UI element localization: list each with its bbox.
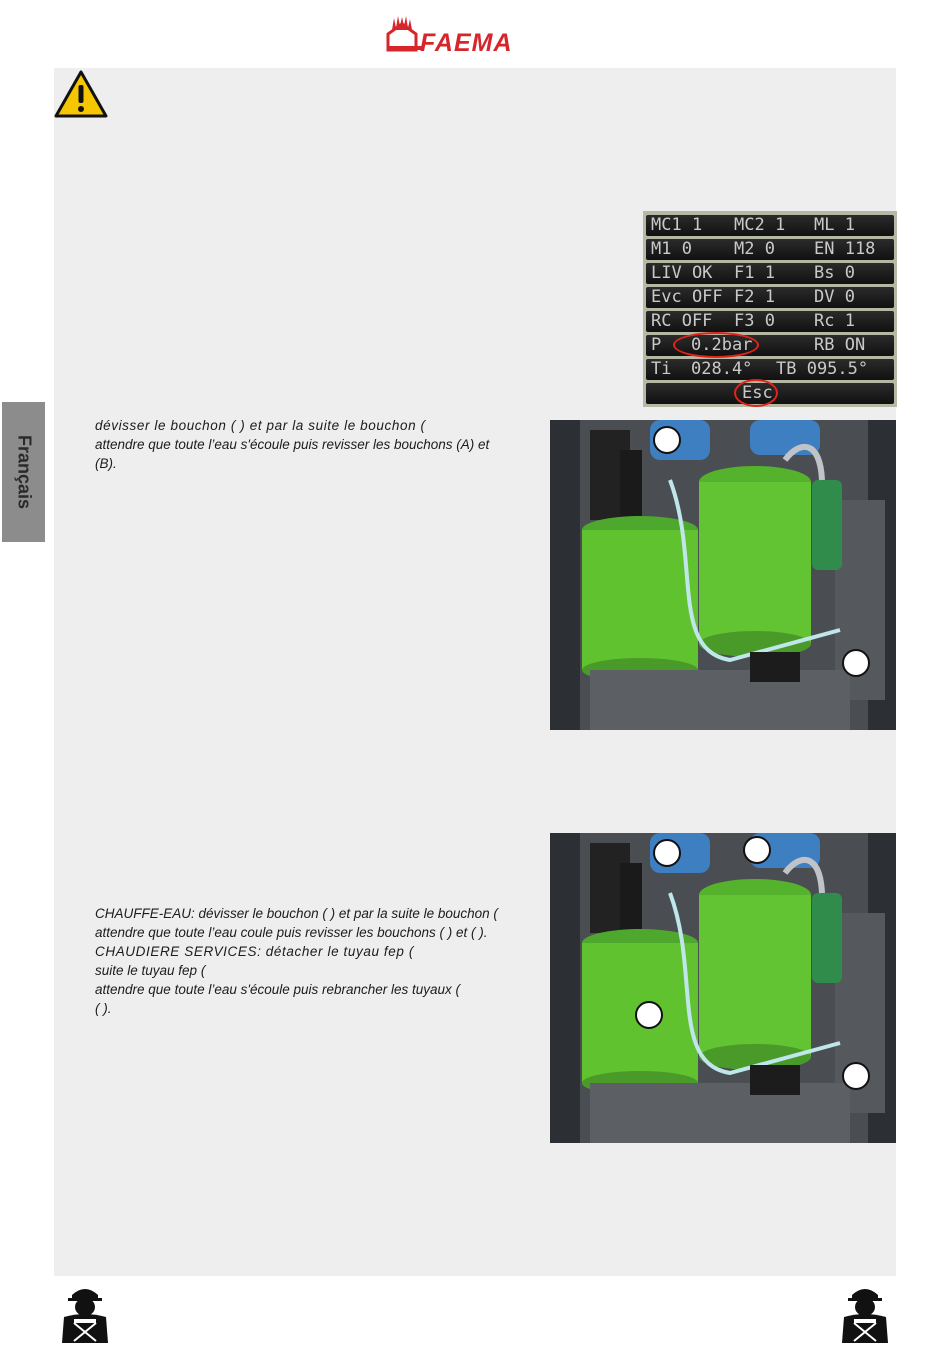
esc-highlight-oval: [734, 379, 778, 407]
brand-name: FAEMA: [420, 29, 513, 57]
lcd-row: [646, 239, 894, 260]
lcd-row: [646, 263, 894, 284]
callout-circle: [843, 1063, 869, 1089]
lcd-cell: MC1 1: [651, 215, 703, 235]
text-line: (B).: [95, 456, 117, 471]
lcd-cell: MC2 1: [734, 215, 786, 235]
lcd-cell: LIV OK: [651, 263, 713, 283]
lcd-cell: M2 0: [734, 239, 775, 259]
lcd-row: [646, 311, 894, 332]
language-tab-label: Français: [14, 434, 34, 510]
text-line: CHAUDIERE SERVICES: détacher le tuyau fep (: [95, 944, 414, 959]
lcd-cell: F3 0: [734, 311, 775, 331]
text-line: dévisser le bouchon ( ) et par la suite le bouchon (: [95, 418, 426, 433]
technician-icon: [834, 1283, 896, 1343]
pressure-highlight-oval: [673, 332, 759, 358]
faema-logo: [384, 16, 566, 56]
lcd-cell: RB ON: [814, 335, 866, 355]
section2-text: [95, 904, 535, 1018]
lcd-cell: F1 1: [734, 263, 775, 283]
lcd-cell: RC OFF: [651, 311, 713, 331]
text-line: attendre que toute l’eau coule puis revisser les bouchons ( ) et ( ).: [95, 925, 488, 940]
lcd-cell: Ti: [651, 359, 672, 379]
section1-text: [95, 416, 535, 473]
lcd-pressure-value: 0.2bar: [691, 335, 753, 355]
lcd-row: [646, 287, 894, 308]
callout-circle: [654, 427, 680, 453]
lcd-row: [646, 359, 894, 380]
lcd-cell: EN 118: [814, 239, 876, 259]
callout-circle: [744, 837, 770, 863]
lcd-cell: 028.4°: [691, 359, 753, 379]
callout-circle: [636, 1002, 662, 1028]
text-line: CHAUFFE-EAU: dévisser le bouchon ( ) et par la suite le bouchon (: [95, 906, 498, 921]
warning-triangle-icon: [54, 70, 108, 118]
text-line: suite le tuyau fep (: [95, 963, 206, 978]
text-line: attendre que toute l’eau s'écoule puis revisser les bouchons (A) et: [95, 437, 490, 452]
lcd-row: [646, 215, 894, 236]
lcd-cell: Bs 0: [814, 263, 855, 283]
language-tab[interactable]: [2, 402, 45, 542]
lcd-cell: Rc 1: [814, 311, 855, 331]
text-line: attendre que toute l’eau s'écoule puis rebrancher les tuyaux (: [95, 982, 461, 997]
text-line: ( ).: [95, 1001, 112, 1016]
callout-circle: [843, 650, 869, 676]
lcd-esc-button[interactable]: Esc: [742, 383, 773, 403]
lcd-cell: DV 0: [814, 287, 855, 307]
callout-circle: [654, 840, 680, 866]
boiler-machine-photo: [550, 420, 896, 730]
lcd-cell: F2 1: [734, 287, 775, 307]
lcd-display: [643, 211, 897, 407]
boiler-machine-photo: [550, 833, 896, 1143]
lcd-cell: ML 1: [814, 215, 855, 235]
lcd-cell: TB 095.5°: [776, 359, 869, 379]
lcd-cell: M1 0: [651, 239, 692, 259]
technician-icon: [54, 1283, 116, 1343]
lcd-cell: Evc OFF: [651, 287, 723, 307]
lcd-cell: P: [651, 335, 662, 355]
